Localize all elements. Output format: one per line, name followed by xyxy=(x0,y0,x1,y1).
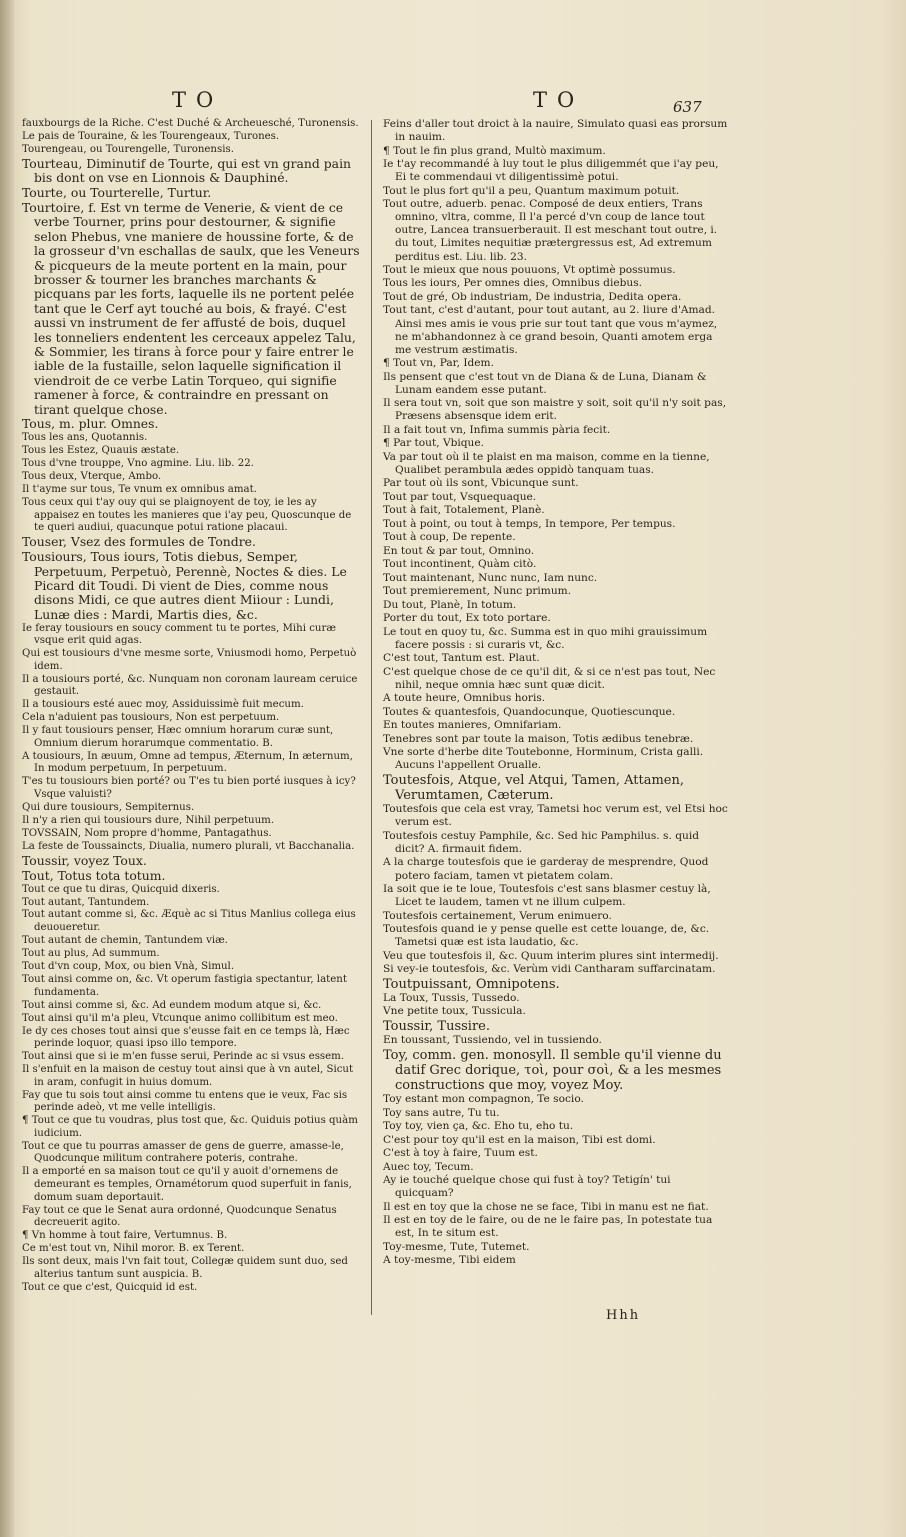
dictionary-entry: Tous, m. plur. Omnes. xyxy=(22,416,159,432)
dictionary-entry: Qui dure tousiours, Sempiternus. xyxy=(22,801,195,813)
dictionary-entry: Tourengeau, ou Tourengelle, Turonensis. xyxy=(22,143,234,155)
dictionary-entry: Toy estant mon compagnon, Te socio. xyxy=(383,1093,584,1106)
right-column xyxy=(383,118,728,1268)
dictionary-entry: Tout de gré, Ob industriam, De industria, Dedita opera. xyxy=(383,290,682,303)
dictionary-entry: Tout au plus, Ad summum. xyxy=(22,948,160,960)
dictionary-entry: Cela n'aduient pas tousiours, Non est perpetuum. xyxy=(22,712,280,724)
dictionary-entry: Ie feray tousiours en soucy comment tu te portes, Mihi curæ vsque erit quid agas. xyxy=(22,622,336,647)
dictionary-entry: Ils sont deux, mais l'vn fait tout, Collegæ quidem sunt duo, sed alterius tantum sunt auspicia. B. xyxy=(22,1256,348,1280)
dictionary-entry: Tout le mieux que nous pouuons, Vt optimè possumus. xyxy=(383,263,676,276)
dictionary-entry: Tout par tout, Vsquequaque. xyxy=(383,490,537,503)
dictionary-entry: Tout d'vn coup, Mox, ou bien Vnà, Simul. xyxy=(22,961,235,973)
dictionary-entry: Du tout, Planè, In totum. xyxy=(383,598,517,611)
dictionary-entry: Toutesfois certainement, Verum enimuero. xyxy=(383,909,612,922)
dictionary-entry: Tout ainsi qu'il m'a pleu, Vtcunque animo collibitum est meo. xyxy=(22,1012,338,1024)
dictionary-entry: Tous les ans, Quotannis. xyxy=(22,432,148,444)
dictionary-entry: ¶ Tout vn, Par, Idem. xyxy=(383,357,494,370)
dictionary-entry: Il a tousiours porté, &c. Nunquam non coronam lauream ceruice gestauit. xyxy=(22,673,358,698)
dictionary-entry: Toussir, voyez Toux. xyxy=(22,852,147,868)
dictionary-entry: Toy-mesme, Tute, Tutemet. xyxy=(383,1240,530,1253)
right-running-head: TO xyxy=(533,88,585,112)
dictionary-entry: A tousiours, In æuum, Omne ad tempus, Æternum, In æternum, In modum perpetuum, In perpetuum. xyxy=(22,750,353,775)
dictionary-entry: Toutpuissant, Omnipotens. xyxy=(383,976,560,992)
dictionary-entry: Il a tousiours esté auec moy, Assiduissimè fuit mecum. xyxy=(22,699,304,711)
dictionary-entry: Toutesfois que cela est vray, Tametsi hoc verum est, vel Etsi hoc verum est. xyxy=(383,803,728,829)
dictionary-entry: TOVSSAIN, Nom propre d'homme, Pantagathus. xyxy=(22,827,272,839)
dictionary-entry: Tous deux, Vterque, Ambo. xyxy=(22,471,162,483)
dictionary-entry: Tout autant, Tantundem. xyxy=(22,896,150,908)
dictionary-entry: Tout maintenant, Nunc nunc, Iam nunc. xyxy=(383,571,598,584)
left-running-head: TO xyxy=(172,88,224,112)
dictionary-entry: fauxbourgs de la Riche. C'est Duché & Archeuesché, Turonensis. xyxy=(22,118,359,129)
dictionary-entry: Ay ie touché quelque chose qui fust à toy? Tetigín' tui quicquam? xyxy=(383,1174,671,1200)
dictionary-entry: C'est à toy à faire, Tuum est. xyxy=(383,1147,538,1160)
dictionary-entry: La feste de Toussaincts, Diualia, numero plurali, vt Bacchanalia. xyxy=(22,840,355,852)
dictionary-entry: C'est quelque chose de ce qu'il dit, & si ce n'est pas tout, Nec nihil, neque omnia hæc sunt quæ dicit. xyxy=(383,665,716,691)
dictionary-entry: Tout ainsi comme on, &c. Vt operum fastigia spectantur, latent fundamenta. xyxy=(22,974,347,998)
dictionary-entry: Va par tout où il te plaist en ma maison, comme en la tienne, Qualibet perambula ædes oppidò tanquam tuas. xyxy=(383,450,710,476)
dictionary-entry: Tout ainsi que si ie m'en fusse serui, Perinde ac si vsus essem. xyxy=(22,1051,345,1063)
dictionary-entry: Il a fait tout vn, Infima summis pària fecit. xyxy=(383,423,611,436)
dictionary-entry: Tout à point, ou tout à temps, In tempore, Per tempus. xyxy=(383,517,676,530)
dictionary-entry: T'es tu tousiours bien porté? ou T'es tu bien porté iusques à icy? Vsque valuisti? xyxy=(22,776,356,800)
dictionary-entry: Qui est tousiours d'vne mesme sorte, Vniusmodi homo, Perpetuò idem. xyxy=(22,648,357,672)
dictionary-entry: Tourte, ou Tourterelle, Turtur. xyxy=(22,185,212,201)
dictionary-entry: Fay que tu sois tout ainsi comme tu entens que ie veux, Fac sis perinde adeò, vt me velle intelligis. xyxy=(22,1089,348,1114)
dictionary-entry: Toutesfois, Atque, vel Atqui, Tamen, Attamen, Verumtamen, Cæterum. xyxy=(383,772,684,803)
dictionary-entry: Veu que toutesfois il, &c. Quum interim plures sint intermedij. xyxy=(383,949,719,962)
dictionary-entry: Tout à coup, De repente. xyxy=(383,531,516,544)
dictionary-entry: Tous d'vne trouppe, Vno agmine. Liu. lib. 22. xyxy=(22,458,254,470)
dictionary-entry: Ie t'ay recommandé à luy tout le plus diligemmét que i'ay peu, Ei te commendaui vt diligentissimè potui. xyxy=(383,158,719,184)
dictionary-entry: Ie dy ces choses tout ainsi que s'eusse fait en ce temps là, Hæc perinde loquor, quasi ipso illo tempore. xyxy=(22,1025,350,1050)
dictionary-entry: Toy sans autre, Tu tu. xyxy=(383,1106,500,1119)
dictionary-entry: Tourteau, Diminutif de Tourte, qui est vn grand pain bis dont on vse en Lionnois & Dauphiné. xyxy=(22,155,352,186)
dictionary-entry: Ia soit que ie te loue, Toutesfois c'est sans blasmer cestuy là, Licet te laudem, tamen vt ne illum culpem. xyxy=(383,883,711,909)
dictionary-entry: Tout ce que tu diras, Quicquid dixeris. xyxy=(22,883,220,895)
dictionary-entry: Tout premierement, Nunc primum. xyxy=(383,585,572,598)
dictionary-entry: En toussant, Tussiendo, vel in tussiendo. xyxy=(383,1034,602,1047)
dictionary-entry: Toutes & quantesfois, Quandocunque, Quotiescunque. xyxy=(383,705,676,718)
dictionary-entry: Touser, Vsez des formules de Tondre. xyxy=(22,534,256,550)
dictionary-entry: ¶ Tout le fin plus grand, Multò maximum. xyxy=(383,144,606,157)
dictionary-entry: Tout incontinent, Quàm citò. xyxy=(383,558,537,571)
dictionary-entry: ¶ Tout ce que tu voudras, plus tost que, &c. Quiduis potius quàm iudicium. xyxy=(22,1115,358,1139)
dictionary-entry: Si vey-ie toutesfois, &c. Verùm vidi Cantharam suffarcinatam. xyxy=(383,963,716,976)
dictionary-entry: Tout ce que tu pourras amasser de gens de guerre, amasse-le, Quodcunque militum contrahere poteris, contrahe. xyxy=(22,1140,344,1165)
dictionary-entry: Tout à fait, Totalement, Planè. xyxy=(383,504,545,517)
dictionary-entry: Tout autant de chemin, Tantundem viæ. xyxy=(22,935,228,947)
dictionary-entry: Il est en toy que la chose ne se face, Tibi in manu est ne fiat. xyxy=(383,1200,709,1213)
dictionary-entry: Tousiours, Tous iours, Totis diebus, Semper, Perpetuum, Perpetuò, Perennè, Noctes & dies. Le Picard dit Toudi. Di vient de Dies, comme nous disons Midi, ce que autres dient Miiour : Lundi, Lunæ dies : Mardi, Martis dies, &c. xyxy=(22,549,347,622)
page-number: 637 xyxy=(673,98,702,116)
dictionary-entry: Tout tant, c'est d'autant, pour tout autant, au 2. liure d'Amad. Ainsi mes amis ie vous prie sur tout tant que vous m'aymez, ne m'abhandonnez à ce grand besoin, Quanti amotem erga me vestrum æstimatis. xyxy=(383,304,718,356)
dictionary-entry: La Toux, Tussis, Tussedo. xyxy=(383,992,520,1004)
column-divider xyxy=(371,120,372,1315)
page-gutter xyxy=(0,0,14,1537)
left-column xyxy=(22,118,360,1295)
dictionary-entry: Tout autant comme si, &c. Æquè ac si Titus Manlius collega eius deuoueretur. xyxy=(22,909,356,934)
dictionary-entry: Tout le plus fort qu'il a peu, Quantum maximum potuit. xyxy=(383,184,680,197)
dictionary-entry: Il est en toy de le faire, ou de ne le faire pas, In potestate tua est, In te situm est. xyxy=(383,1214,713,1240)
dictionary-entry: Vne petite toux, Tussicula. xyxy=(383,1005,526,1018)
dictionary-entry: En tout & par tout, Omnino. xyxy=(383,544,535,557)
dictionary-entry: A la charge toutesfois que ie garderay de mesprendre, Quod potero faciam, tamen vt pietatem colam. xyxy=(383,856,709,882)
signature-mark: Hhh xyxy=(606,1308,641,1323)
dictionary-entry: Tenebres sont par toute la maison, Totis ædibus tenebræ. xyxy=(383,732,694,745)
dictionary-entry: Tout ce que c'est, Quicquid id est. xyxy=(22,1281,198,1293)
dictionary-entry: Tout, Totus tota totum. xyxy=(22,867,166,883)
dictionary-entry: Il a emporté en sa maison tout ce qu'il y auoit d'ornemens de demeurant es temples, Ornamétorum quod superfuit in fanis, domum suam deportauit. xyxy=(22,1166,352,1203)
dictionary-entry: A toute heure, Omnibus horis. xyxy=(383,692,546,705)
dictionary-entry: Il s'enfuit en la maison de cestuy tout ainsi que à vn autel, Sicut in aram, confugit in huius domum. xyxy=(22,1064,354,1088)
dictionary-entry: Tourtoire, f. Est vn terme de Venerie, & vient de ce verbe Tourner, prins pour destourner, & signifie selon Phebus, vne maniere de houssine forte, & de la grosseur d'vn eschallas de saulx, que les Veneurs & picqueurs de la meute portent en la main, pour brosser & tourner les branches marchants & picquans par les forts, laquelle ils ne portent pelée tant que le Cerf ayt touché au bois, & frayé. C'est aussi vn instrument de fer affusté de bois, duquel les tonneliers endentent les cerceaux appelez Talu, & Sommier, les tirans à force pour y faire entrer le iable de la fustaille, selon laquelle signification il viendroit de ce verbe Latin Torqueo, qui signifie ramener à force, & contraindre en pressant on tirant quelque chose. xyxy=(22,199,360,417)
dictionary-entry: Ils pensent que c'est tout vn de Diana & de Luna, Dianam & Lunam eandem esse putant. xyxy=(383,370,707,396)
dictionary-entry: Auec toy, Tecum. xyxy=(383,1160,474,1173)
dictionary-entry: Tous les Estez, Quauis æstate. xyxy=(22,445,180,457)
dictionary-entry: Toy toy, vien ça, &c. Eho tu, eho tu. xyxy=(383,1120,574,1133)
dictionary-entry: C'est tout, Tantum est. Plaut. xyxy=(383,652,540,665)
dictionary-entry: Il y faut tousiours penser, Hæc omnium horarum curæ sunt, Omnium dierum horarumque commentatio. B. xyxy=(22,725,334,749)
dictionary-entry: Tout ainsi comme si, &c. Ad eundem modum atque si, &c. xyxy=(22,999,322,1011)
dictionary-entry: Vne sorte d'herbe dite Toutebonne, Horminum, Crista galli. Aucuns l'appellent Orualle. xyxy=(383,746,704,772)
dictionary-entry: Tous ceux qui t'ay ouy qui se plaignoyent de toy, ie les ay appaisez en toutes les manieres que i'ay peu, Quoscunque de te queri audiui, quacunque potui ratione placaui. xyxy=(22,497,352,534)
dictionary-entry: Il sera tout vn, soit que son maistre y soit, soit qu'il n'y soit pas, Præsens absensque idem erit. xyxy=(383,397,727,423)
dictionary-entry: Fay tout ce que le Senat aura ordonné, Quodcunque Senatus decreuerit agito. xyxy=(22,1204,337,1229)
dictionary-entry: Toutesfois cestuy Pamphile, &c. Sed hic Pamphilus. s. quid dicit? A. firmauit fidem. xyxy=(383,829,699,855)
dictionary-entry: Feins d'aller tout droict à la nauire, Simulato quasi eas prorsum in nauim. xyxy=(383,118,728,144)
dictionary-entry: Le pais de Touraine, & les Tourengeaux, Turones. xyxy=(22,130,280,142)
dictionary-entry: A toy-mesme, Tibi eidem xyxy=(383,1254,516,1267)
dictionary-entry: Par tout où ils sont, Vbicunque sunt. xyxy=(383,477,579,490)
dictionary-entry: Il t'ayme sur tous, Te vnum ex omnibus amat. xyxy=(22,484,257,496)
dictionary-entry: Toutesfois quand ie y pense quelle est cette louange, de, &c. Tametsi quæ est ista laudatio, &c. xyxy=(383,923,710,949)
dictionary-entry: C'est pour toy qu'il est en la maison, Tibi est domi. xyxy=(383,1133,656,1146)
dictionary-entry: Ce m'est tout vn, Nihil moror. B. ex Terent. xyxy=(22,1243,245,1255)
dictionary-entry: Le tout en quoy tu, &c. Summa est in quo mihi grauissimum facere possis : si curaris vt, &c. xyxy=(383,625,708,651)
dictionary-entry: ¶ Vn homme à tout faire, Vertumnus. B. xyxy=(22,1230,228,1242)
dictionary-entry: Porter du tout, Ex toto portare. xyxy=(383,612,551,625)
dictionary-entry: En toutes manieres, Omnifariam. xyxy=(383,719,562,732)
dictionary-entry: Toy, comm. gen. monosyll. Il semble qu'il vienne du datif Grec dorique, τοὶ, pour σοὶ, & a les mesmes constructions que moy, voyez Moy. xyxy=(383,1047,722,1093)
dictionary-entry: Tous les iours, Per omnes dies, Omnibus diebus. xyxy=(383,277,643,290)
dictionary-entry: ¶ Par tout, Vbique. xyxy=(383,437,485,450)
dictionary-entry: Toussir, Tussire. xyxy=(383,1018,490,1034)
dictionary-entry: Tout outre, aduerb. penac. Composé de deux entiers, Trans omnino, vltra, comme, Il l'a percé d'vn coup de lance tout outre, Lancea transuerberauit. Il est meschant tout outre, i. du tout, Limites nequitiæ prætergressus est, Ad extremum perditus est. Liu. lib. 23. xyxy=(383,198,718,263)
dictionary-entry: Il n'y a rien qui tousiours dure, Nihil perpetuum. xyxy=(22,814,275,826)
